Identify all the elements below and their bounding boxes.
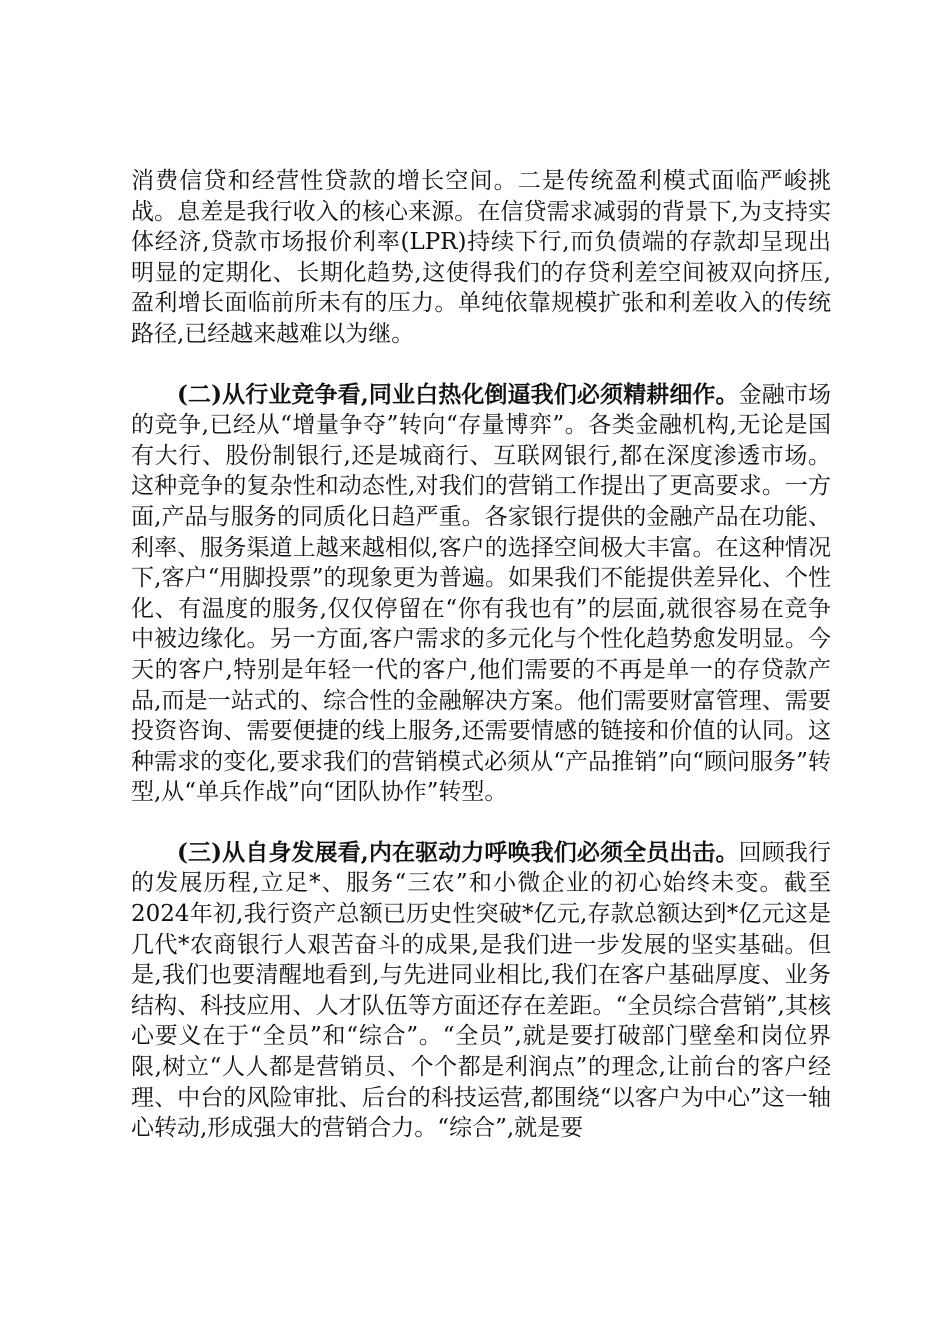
paragraph-heading: (二)从行业竞争看,同业白热化倒逼我们必须精耕细作。 [177, 380, 739, 408]
paragraph-heading: (三)从自身发展看,内在驱动力呼唤我们必须全员出击。 [177, 838, 739, 866]
paragraph-continuation [131, 166, 831, 350]
paragraph-body: 消费信贷和经营性贷款的增长空间。二是传统盈利模式面临严峻挑战。息差是我行收入的核心来源。在信贷需求减弱的背景下,为支持实体经济,贷款市场报价利率(LPR)持续下行,而负债端的存款却呈现出明显的定期化、长期化趋势,这使得我们的存贷利差空间被双向挤压,盈利增长面临前所未有的压力。单纯依靠规模扩张和利差收入的传统路径,已经越来越难以为继。 [131, 168, 831, 347]
paragraph-self-development [131, 838, 831, 1144]
paragraph-body: 金融市场的竞争,已经从“增量争夺”转向“存量博弈”。各类金融机构,无论是国有大行、股份制银行,还是城商行、互联网银行,都在深度渗透市场。这种竞争的复杂性和动态性,对我们的营销工作提出了更高要求。一方面,产品与服务的同质化日趋严重。各家银行提供的金融产品在功能、利率、服务渠道上越来越相似,客户的选择空间极大丰富。在这种情况下,客户“用脚投票”的现象更为普遍。如果我们不能提供差异化、个性化、有温度的服务,仅仅停留在“你有我也有”的层面,就很容易在竞争中被边缘化。另一方面,客户需求的多元化与个性化趋势愈发明显。今天的客户,特别是年轻一代的客户,他们需要的不再是单一的存贷款产品,而是一站式的、综合性的金融解决方案。他们需要财富管理、需要投资咨询、需要便捷的线上服务,还需要情感的链接和价值的认同。这种需求的变化,要求我们的营销模式必须从“产品推销”向“顾问服务”转型,从“单兵作战”向“团队协作”转型。 [131, 381, 832, 806]
document-body [131, 166, 831, 1144]
paragraph-body: 回顾我行的发展历程,立足*、服务“三农”和小微企业的初心始终未变。截至2024年初,我行资产总额已历史性突破*亿元,存款总额达到*亿元这是几代*农商银行人艰苦奋斗的成果,是我们进一步发展的坚实基础。但是,我们也要清醒地看到,与先进同业相比,我们在客户基础厚度、业务结构、科技应用、人才队伍等方面还存在差距。“全员综合营销”,其核心要义在于“全员”和“综合”。“全员”,就是要打破部门壁垒和岗位界限,树立“人人都是营销员、个个都是利润点”的理念,让前台的客户经理、中台的风险审批、后台的科技运营,都围绕“以客户为中心”这一轴心转动,形成强大的营销合力。“综合”,就是要 [131, 839, 832, 1142]
paragraph-industry-competition [131, 380, 831, 808]
